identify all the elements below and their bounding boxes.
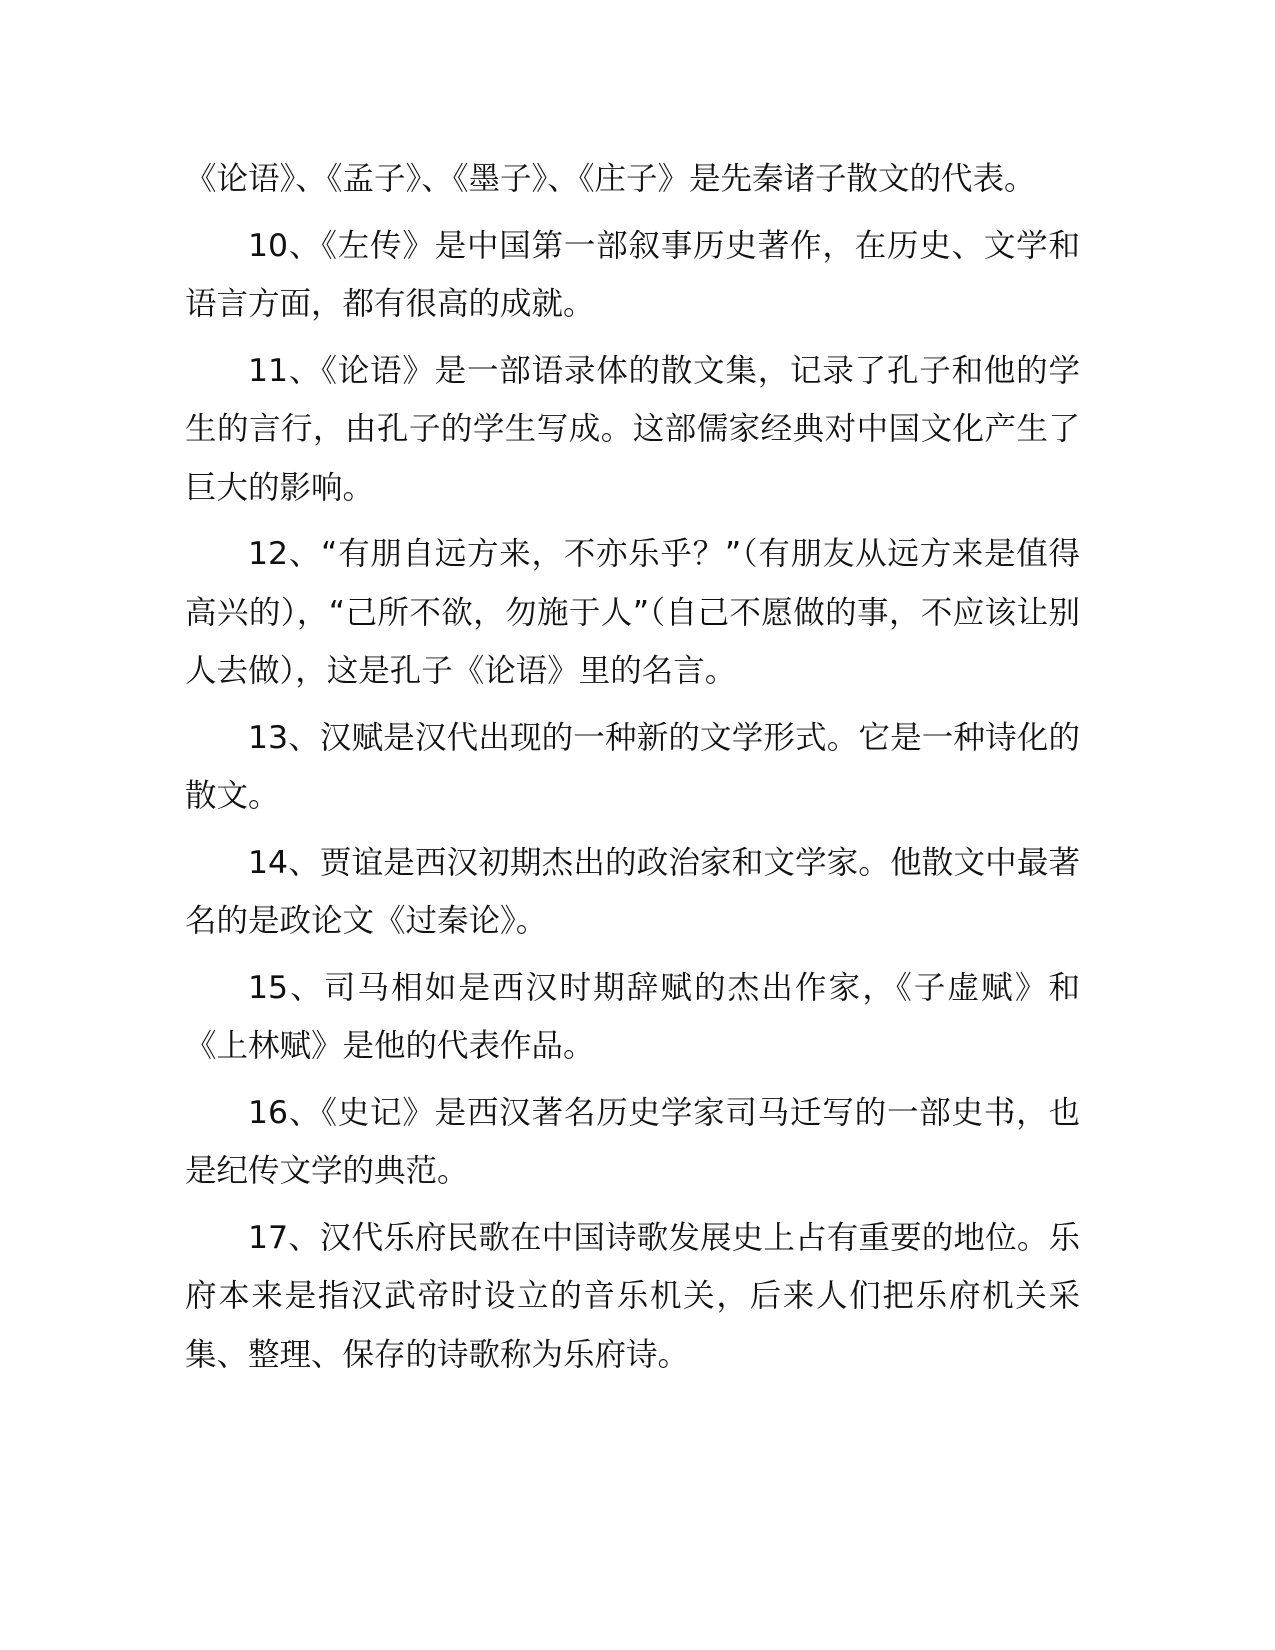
paragraph-item-14: 14、贾谊是西汉初期杰出的政治家和文学家。他散文中最著名的是政论文《过秦论》。	[185, 844, 1080, 939]
paragraph-item-12: 12、“有朋自远方来，不亦乐乎？”（有朋友从远方来是值得高兴的），“己所不欲，勿施于人”（自己不愿做的事，不应该让别人去做），这是孔子《论语》里的名言。	[185, 536, 1080, 689]
document-body	[185, 150, 1080, 1392]
paragraph-item-16: 16、《史记》是西汉著名历史学家司马迁写的一部史书，也是纪传文学的典范。	[185, 1094, 1080, 1189]
paragraph-item-10: 10、《左传》是中国第一部叙事历史著作，在历史、文学和语言方面，都有很高的成就。	[185, 227, 1080, 322]
paragraph-item-11: 11、《论语》是一部语录体的散文集，记录了孔子和他的学生的言行，由孔子的学生写成。这部儒家经典对中国文化产生了巨大的影响。	[185, 352, 1080, 506]
paragraph-continuation: 《论语》、《孟子》、《墨子》、《庄子》是先秦诸子散文的代表。	[185, 161, 1036, 197]
paragraph-item-17: 17、汉代乐府民歌在中国诗歌发展史上占有重要的地位。乐府本来是指汉武帝时设立的音乐机关，后来人们把乐府机关采集、整理、保存的诗歌称为乐府诗。	[185, 1219, 1080, 1373]
paragraph-item-15: 15、司马相如是西汉时期辞赋的杰出作家，《子虚赋》和《上林赋》是他的代表作品。	[185, 969, 1080, 1064]
paragraph-item-13: 13、汉赋是汉代出现的一种新的文学形式。它是一种诗化的散文。	[185, 719, 1080, 814]
